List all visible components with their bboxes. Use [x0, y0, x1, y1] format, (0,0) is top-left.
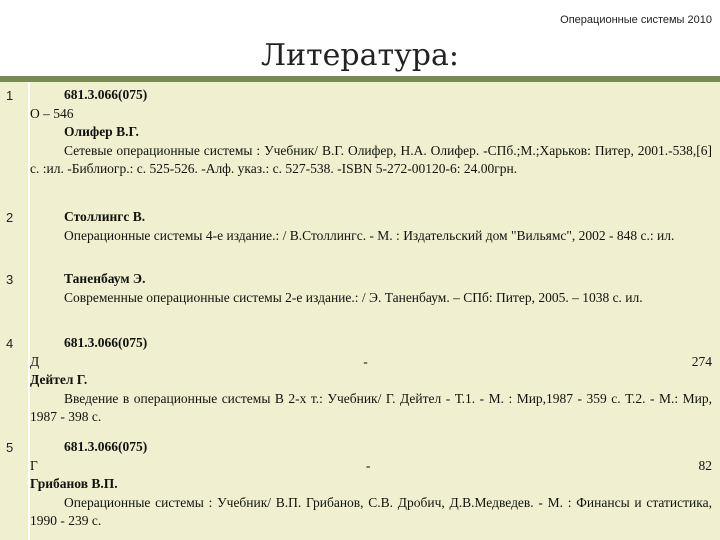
reference-body — [30, 270, 712, 307]
reference-udc: 681.3.066(075) — [64, 439, 148, 454]
reference-udc: 681.3.066(075) — [64, 335, 148, 350]
reference-number: 2 — [0, 204, 30, 266]
reference-row-5 — [0, 434, 720, 540]
reference-body — [30, 334, 712, 427]
reference-author: Таненбаум Э. — [64, 271, 146, 286]
reference-author: Грибанов В.П. — [30, 476, 118, 491]
reference-body — [30, 86, 712, 179]
reference-udc: 681.3.066(075) — [64, 87, 148, 102]
reference-body — [30, 208, 712, 245]
reference-code: Д - 274 — [30, 353, 712, 369]
reference-row-4 — [0, 330, 720, 436]
reference-number: 4 — [0, 330, 30, 434]
reference-code: О – 546 — [30, 105, 74, 121]
reference-row-2 — [0, 204, 720, 268]
reference-author: Олифер В.Г. — [64, 124, 139, 139]
reference-row-1 — [0, 82, 720, 206]
reference-text: Введение в операционные системы В 2-х т.: Учебник/ Г. Дейтел - Т.1. - М. : Мир,1987 - 359 с. Т.2. - М.: Мир, 1987 - 398 с. — [30, 390, 712, 424]
reference-row-3 — [0, 266, 720, 332]
reference-text: Современные операционные системы 2-е издание.: / Э. Таненбаум. – СПб: Питер, 2005. – 1038 с. ил. — [64, 289, 643, 305]
reference-text: Сетевые операционные системы : Учебник/ В.Г. Олифер, Н.А. Олифер. -СПб.;М.;Харьков: Питер, 2001.-538,[6] с. :ил. -Библиогр.: с. 525-526. -Алф. указ.: с. 527-538. -ISBN 5-272-00120-6: 24.00грн. — [30, 142, 712, 176]
reference-text: Операционные системы : Учебник/ В.П. Грибанов, С.В. Дробич, Д.В.Медведев. - М. : Финансы и статистика, 1990 - 239 с. — [30, 494, 712, 528]
slide-header — [0, 0, 720, 80]
reference-code: Г - 82 — [30, 457, 712, 473]
reference-number: 3 — [0, 266, 30, 330]
references-table — [0, 82, 720, 540]
reference-number: 5 — [0, 434, 30, 540]
reference-body — [30, 438, 712, 531]
course-title: Операционные системы 2010 — [560, 14, 712, 26]
page-title: Литература: — [261, 38, 459, 73]
reference-text: Операционные системы 4-е издание.: / В.Столлингс. - М. : Издательский дом "Вильямс", 2002 - 848 с.: ил. — [64, 227, 675, 243]
reference-author: Дейтел Г. — [30, 372, 88, 387]
reference-number: 1 — [0, 82, 30, 204]
reference-author: Столлингс В. — [64, 209, 146, 224]
